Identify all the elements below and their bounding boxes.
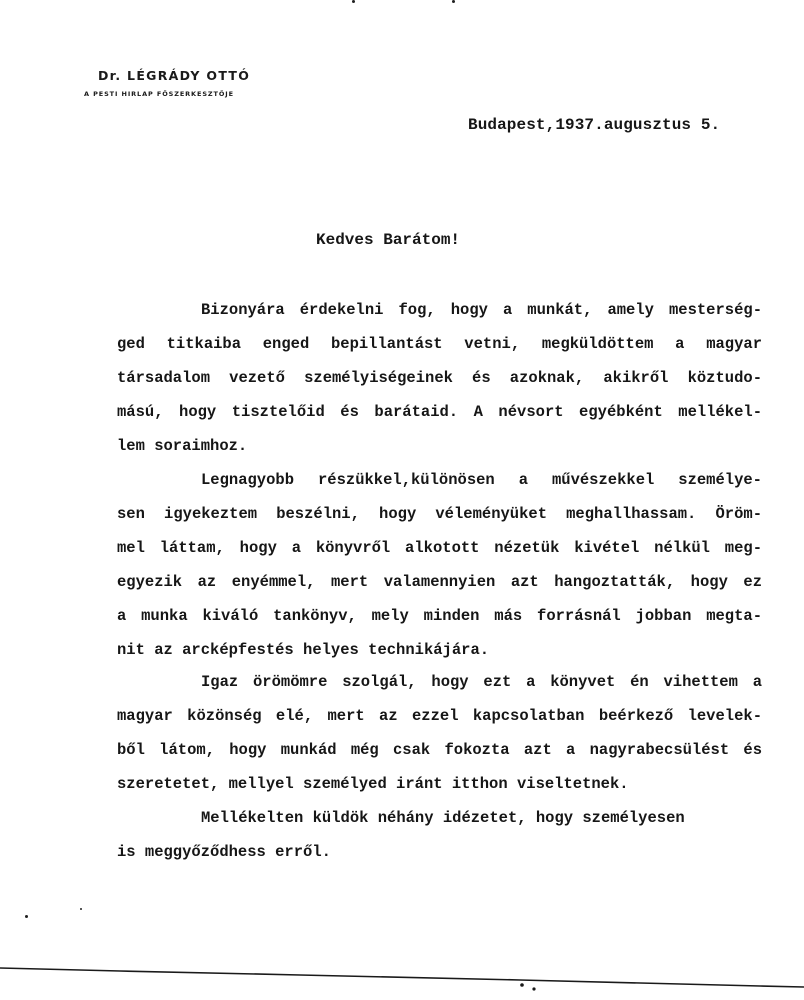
body-line: sen igyekeztem beszélni, hogy véleményüket meghallhassam. Öröm-: [117, 505, 762, 523]
scan-speck: [352, 0, 355, 3]
body-line: Bizonyára érdekelni fog, hogy a munkát, amely mesterség-: [201, 301, 762, 319]
body-line: nit az arcképfestés helyes technikájára.: [117, 641, 490, 659]
body-line: Legnagyobb részükkel,különösen a művészekkel személye-: [201, 471, 762, 489]
body-line: mású, hogy tisztelőid és barátaid. A névsort egyébként mellékel-: [117, 403, 762, 421]
body-line: Igaz örömömre szolgál, hogy ezt a könyvet én vihettem a: [201, 673, 762, 691]
salutation: Kedves Barátom!: [316, 231, 461, 249]
body-line: magyar közönség elé, mert az ezzel kapcsolatban beérkező levelek-: [117, 707, 762, 725]
body-line: is meggyőződhess erről.: [117, 843, 331, 861]
body-line: a munka kiváló tankönyv, mely minden más forrásnál jobban megta-: [117, 607, 762, 625]
body-line: lem soraimhoz.: [117, 437, 248, 455]
scan-speck: [452, 0, 455, 3]
date-line: Budapest,1937.augusztus 5.: [468, 116, 721, 134]
body-line: egyezik az enyémmel, mert valamennyien azt hangoztatták, hogy ez: [117, 573, 762, 591]
body-line: mel láttam, hogy a könyvről alkotott nézetük kivétel nélkül meg-: [117, 539, 762, 557]
page-bottom-rule: [0, 966, 804, 996]
letterhead-name: Dr. LÉGRÁDY OTTÓ: [98, 68, 251, 83]
scan-speck: [80, 908, 82, 910]
body-line: szeretetet, mellyel személyed iránt itthon viseltetnek.: [117, 775, 629, 793]
body-line: Mellékelten küldök néhány idézetet, hogy személyesen: [201, 809, 685, 827]
body-line: ged titkaiba enged bepillantást vetni, megküldöttem a magyar: [117, 335, 762, 353]
scan-speck: [25, 915, 28, 918]
letterhead-title: A PESTI HIRLAP FŐSZERKESZTŐJE: [84, 90, 234, 98]
body-line: társadalom vezető személyiségeinek és azoknak, akikről köztudo-: [117, 369, 762, 387]
body-line: ből látom, hogy munkád még csak fokozta azt a nagyrabecsülést és: [117, 741, 762, 759]
